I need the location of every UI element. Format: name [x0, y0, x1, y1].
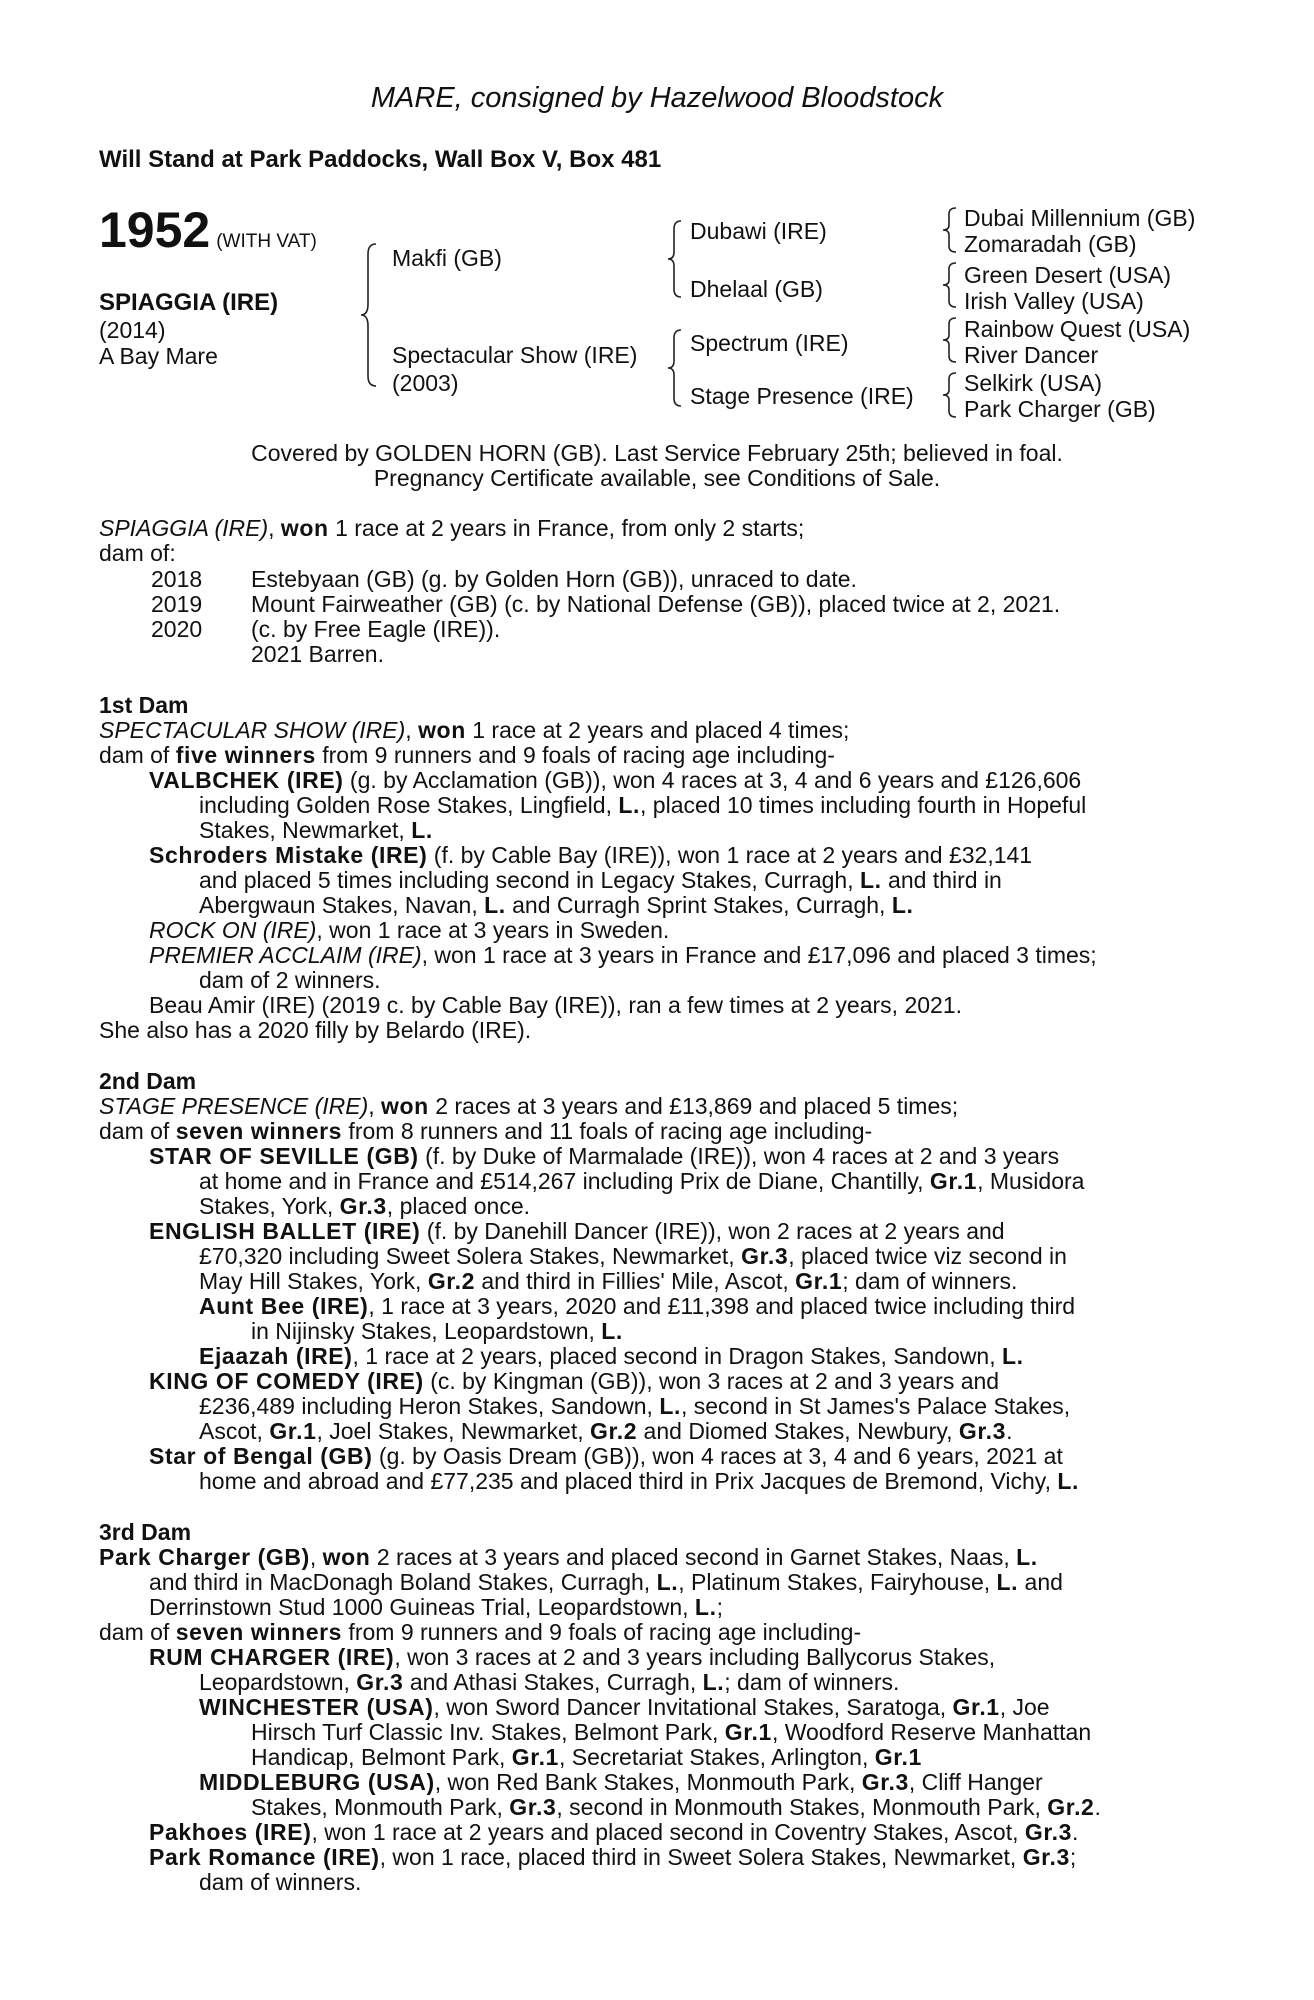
horse-year: (2014): [99, 317, 166, 343]
produce-text: Estebyaan (GB) (g. by Golden Horn (GB)), unraced to date.: [251, 566, 857, 592]
premier-line-1: PREMIER ACCLAIM (IRE), won 1 race at 3 years in France and £17,096 and placed 3 times;: [149, 942, 1097, 968]
pedigree-sds: Green Desert (USA): [964, 262, 1172, 288]
english-ballet-line-3: May Hill Stakes, York, Gr.2 and third in Fillies' Mile, Ascot, Gr.1; dam of winners.: [199, 1268, 1018, 1294]
pedigree-brace-6: [940, 315, 962, 365]
third-dam-produce: dam of seven winners from 9 runners and 9 foals of racing age including-: [99, 1619, 862, 1645]
third-dam-record-3: Derrinstown Stud 1000 Guineas Trial, Leopardstown, L.;: [149, 1594, 723, 1620]
pedigree-dam-dam: Stage Presence (IRE): [690, 383, 914, 409]
park-romance-line-1: Park Romance (IRE), won 1 race, placed third in Sweet Solera Stakes, Newmarket, Gr.3;: [149, 1844, 1077, 1870]
pedigree-brace-4: [940, 205, 962, 255]
schroders-line-3: Abergwaun Stakes, Navan, L. and Curragh Sprint Stakes, Curragh, L.: [199, 892, 914, 918]
pedigree-brace-1: [358, 240, 382, 390]
valbchek-line-3: Stakes, Newmarket, L.: [199, 817, 433, 843]
pedigree-dam-sire: Spectrum (IRE): [690, 330, 849, 356]
third-dam-record-2: and third in MacDonagh Boland Stakes, Curragh, L., Platinum Stakes, Fairyhouse, L. and: [149, 1569, 1063, 1595]
pedigree-ddd: Park Charger (GB): [964, 396, 1156, 422]
mare-dam-of: dam of:: [99, 540, 176, 566]
rum-charger-line-2: Leopardstown, Gr.3 and Athasi Stakes, Curragh, L.; dam of winners.: [199, 1669, 900, 1695]
produce-text: (c. by Free Eagle (IRE)).: [251, 616, 501, 642]
first-dam-record: SPECTACULAR SHOW (IRE), won 1 race at 2 years and placed 4 times;: [99, 717, 850, 743]
lot-number-block: [99, 202, 317, 258]
winchester-line-3: Handicap, Belmont Park, Gr.1, Secretariat Stakes, Arlington, Gr.1: [251, 1744, 922, 1770]
pedigree-sdd: Irish Valley (USA): [964, 288, 1144, 314]
english-ballet-line-1: ENGLISH BALLET (IRE) (f. by Danehill Dancer (IRE)), won 2 races at 2 years and: [149, 1218, 1005, 1244]
filly-line: She also has a 2020 filly by Belardo (IRE).: [99, 1017, 532, 1043]
pedigree-dsd: River Dancer: [964, 342, 1099, 368]
valbchek-line-2: including Golden Rose Stakes, Lingfield, L., placed 10 times including fourth in Hopeful: [199, 792, 1087, 818]
star-bengal-line-2: home and abroad and £77,235 and placed third in Prix Jacques de Bremond, Vichy, L.: [199, 1468, 1080, 1494]
star-seville-line-2: at home and in France and £514,267 including Prix de Diane, Chantilly, Gr.1, Musidora: [199, 1168, 1085, 1194]
produce-text: 2021 Barren.: [251, 641, 384, 667]
third-dam-heading: 3rd Dam: [99, 1519, 192, 1545]
star-bengal-line-1: Star of Bengal (GB) (g. by Oasis Dream (GB)), won 4 races at 3, 4 and 6 years, 2021 at: [149, 1443, 1063, 1469]
produce-year: 2020: [151, 616, 203, 642]
catalogue-header: MARE, consigned by Hazelwood Bloodstock: [370, 82, 944, 114]
aunt-bee-line-2: in Nijinsky Stakes, Leopardstown, L.: [251, 1318, 623, 1344]
schroders-line-1: Schroders Mistake (IRE) (f. by Cable Bay (IRE)), won 1 race at 2 years and £32,141: [149, 842, 1033, 868]
star-seville-line-3: Stakes, York, Gr.3, placed once.: [199, 1193, 531, 1219]
beau-amir-line: Beau Amir (IRE) (2019 c. by Cable Bay (IRE)), ran a few times at 2 years, 2021.: [149, 992, 962, 1018]
pedigree-sss: Dubai Millennium (GB): [964, 205, 1196, 231]
first-dam-produce: dam of five winners from 9 runners and 9 foals of racing age including-: [99, 742, 835, 768]
rock-on-line: ROCK ON (IRE), won 1 race at 3 years in Sweden.: [149, 917, 670, 943]
stand-location: Will Stand at Park Paddocks, Wall Box V, Box 481: [99, 146, 662, 173]
star-seville-line-1: STAR OF SEVILLE (GB) (f. by Duke of Marmalade (IRE)), won 4 races at 2 and 3 years: [149, 1143, 1060, 1169]
second-dam-produce: dam of seven winners from 8 runners and 11 foals of racing age including-: [99, 1118, 873, 1144]
second-dam-record: STAGE PRESENCE (IRE), won 2 races at 3 years and £13,869 and placed 5 times;: [99, 1093, 959, 1119]
horse-description: A Bay Mare: [99, 343, 218, 369]
vat-note: (WITH VAT): [216, 231, 317, 252]
middleburg-line-2: Stakes, Monmouth Park, Gr.3, second in Monmouth Stakes, Monmouth Park, Gr.2.: [251, 1794, 1101, 1820]
pedigree-dam-year: (2003): [392, 370, 459, 396]
rum-charger-line-1: RUM CHARGER (IRE), won 3 races at 2 and 3 years including Ballycorus Stakes,: [149, 1644, 996, 1670]
covered-line-1: Covered by GOLDEN HORN (GB). Last Service February 25th; believed in foal.: [251, 440, 1063, 466]
winchester-line-1: WINCHESTER (USA), won Sword Dancer Invitational Stakes, Saratoga, Gr.1, Joe: [199, 1694, 1050, 1720]
lot-number: 1952: [99, 202, 211, 258]
mare-record: SPIAGGIA (IRE), won 1 race at 2 years in France, from only 2 starts;: [99, 515, 805, 541]
king-comedy-line-3: Ascot, Gr.1, Joel Stakes, Newmarket, Gr.2 and Diomed Stakes, Newbury, Gr.3.: [199, 1418, 1013, 1444]
produce-year: 2019: [151, 591, 203, 617]
pedigree-brace-3: [665, 327, 687, 409]
pakhoes-line: Pakhoes (IRE), won 1 race at 2 years and placed second in Coventry Stakes, Ascot, Gr.3.: [149, 1819, 1079, 1845]
pedigree-dds: Selkirk (USA): [964, 370, 1103, 396]
pedigree-sire-sire: Dubawi (IRE): [690, 218, 827, 244]
horse-name: SPIAGGIA (IRE): [99, 289, 279, 316]
valbchek-line-1: VALBCHEK (IRE) (g. by Acclamation (GB)), won 4 races at 3, 4 and 6 years and £126,606: [149, 767, 1082, 793]
premier-line-2: dam of 2 winners.: [199, 967, 381, 993]
second-dam-heading: 2nd Dam: [99, 1068, 197, 1094]
pedigree-dss: Rainbow Quest (USA): [964, 316, 1191, 342]
covered-line-2: Pregnancy Certificate available, see Conditions of Sale.: [373, 465, 941, 491]
winchester-line-2: Hirsch Turf Classic Inv. Stakes, Belmont Park, Gr.1, Woodford Reserve Manhattan: [251, 1719, 1092, 1745]
ejaazah-line: Ejaazah (IRE), 1 race at 2 years, placed second in Dragon Stakes, Sandown, L.: [199, 1343, 1024, 1369]
english-ballet-line-2: £70,320 including Sweet Solera Stakes, Newmarket, Gr.3, placed twice viz second in: [199, 1243, 1067, 1269]
middleburg-line-1: MIDDLEBURG (USA), won Red Bank Stakes, Monmouth Park, Gr.3, Cliff Hanger: [199, 1769, 1043, 1795]
king-comedy-line-2: £236,489 including Heron Stakes, Sandown, L., second in St James's Palace Stakes,: [199, 1393, 1071, 1419]
third-dam-record-1: Park Charger (GB), won 2 races at 3 years and placed second in Garnet Stakes, Naas, L.: [99, 1544, 1038, 1570]
pedigree-dam: Spectacular Show (IRE): [392, 342, 638, 368]
pedigree-sire-dam: Dhelaal (GB): [690, 276, 823, 302]
aunt-bee-line-1: Aunt Bee (IRE), 1 race at 3 years, 2020 and £11,398 and placed twice including third: [199, 1293, 1076, 1319]
park-romance-line-2: dam of winners.: [199, 1869, 362, 1895]
produce-text: Mount Fairweather (GB) (c. by National Defense (GB)), placed twice at 2, 2021.: [251, 591, 1061, 617]
pedigree-brace-7: [940, 370, 962, 420]
first-dam-heading: 1st Dam: [99, 692, 189, 718]
schroders-line-2: and placed 5 times including second in Legacy Stakes, Curragh, L. and third in: [199, 867, 1002, 893]
pedigree-brace-2: [665, 218, 687, 300]
produce-year: 2018: [151, 566, 203, 592]
pedigree-brace-5: [940, 260, 962, 310]
pedigree-sire: Makfi (GB): [392, 245, 502, 271]
pedigree-ssd: Zomaradah (GB): [964, 231, 1137, 257]
king-comedy-line-1: KING OF COMEDY (IRE) (c. by Kingman (GB)), won 3 races at 2 and 3 years and: [149, 1368, 1000, 1394]
